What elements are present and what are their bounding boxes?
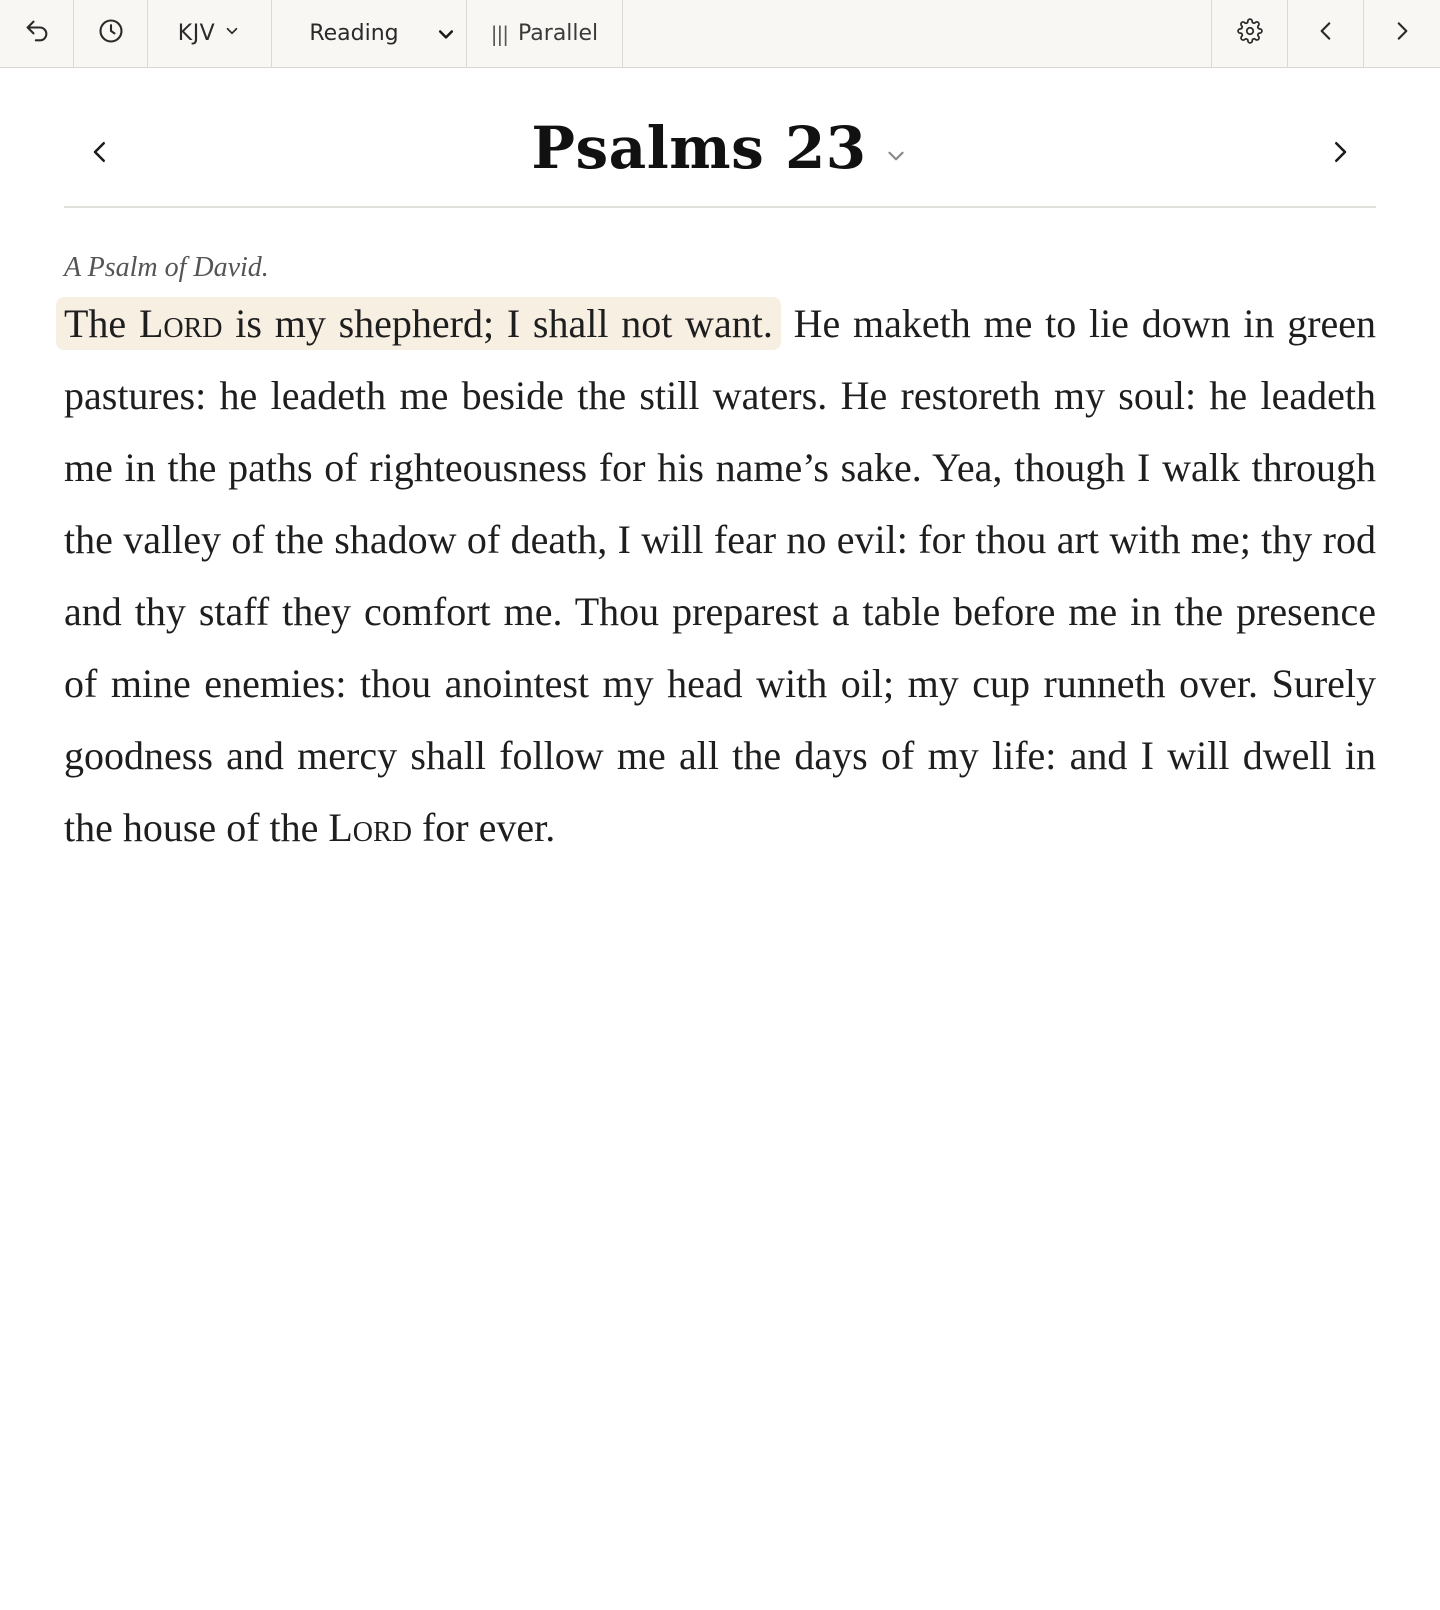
back-button[interactable] <box>0 0 74 67</box>
top-toolbar <box>0 0 1440 68</box>
verse-1[interactable] <box>56 297 781 350</box>
version-label: KJV <box>177 21 216 46</box>
psalm-superscription: A Psalm of David. <box>64 252 269 283</box>
settings-button[interactable] <box>1212 0 1288 67</box>
chevron-right-icon <box>1389 18 1415 50</box>
verse-5[interactable]: Thou preparest a table before me in the presence of mine enemies: thou anointest my head with oil; my cup runneth over. <box>64 589 1377 706</box>
version-selector[interactable] <box>148 0 272 67</box>
mode-label: Reading <box>309 21 399 46</box>
verse-text-part: for ever. <box>411 805 556 850</box>
divine-name: Lord <box>138 301 223 346</box>
passage-content <box>64 252 1376 864</box>
verse-text-part: Surely goodness and mercy shall follow me all the days of my life: and I will dwell in the house of the <box>64 661 1377 850</box>
verse-4[interactable]: Yea, though I walk through the valley of the shadow of death, I will fear no evil: for thou art with me; thy rod and thy staff they comfort me. <box>64 445 1377 634</box>
chevron-left-icon <box>1313 18 1339 50</box>
chapter-title-group <box>64 114 1376 182</box>
next-chapter-button[interactable] <box>1320 134 1360 174</box>
verse-3[interactable]: He restoreth my soul: he leadeth me in the paths of righteousness for his name’s sake. <box>64 373 1377 490</box>
chapter-title[interactable]: Psalms 23 <box>531 114 867 182</box>
divine-name: Lord <box>328 805 412 850</box>
chevron-right-icon <box>1325 137 1355 172</box>
clock-icon <box>97 17 125 51</box>
chevron-down-icon[interactable] <box>883 143 909 174</box>
verse-text <box>64 288 1376 864</box>
toolbar-spacer <box>623 0 1212 67</box>
verse-text-part: is my shepherd; I shall not want. <box>222 301 773 346</box>
columns-icon: ||| <box>490 21 509 46</box>
parallel-label: Parallel <box>518 21 599 46</box>
previous-button[interactable] <box>1288 0 1364 67</box>
undo-icon <box>23 17 51 51</box>
gear-icon <box>1237 18 1263 50</box>
reading-mode-select[interactable] <box>272 0 467 67</box>
chevron-down-icon <box>223 21 241 46</box>
parallel-button[interactable] <box>467 0 623 67</box>
chapter-header <box>64 104 1376 208</box>
verse-text-part: The <box>64 301 139 346</box>
chevron-down-icon <box>436 24 456 50</box>
next-button[interactable] <box>1364 0 1440 67</box>
history-button[interactable] <box>74 0 148 67</box>
verse-2[interactable]: He maketh me to lie down in green pastures: he leadeth me beside the still waters. <box>64 301 1377 418</box>
